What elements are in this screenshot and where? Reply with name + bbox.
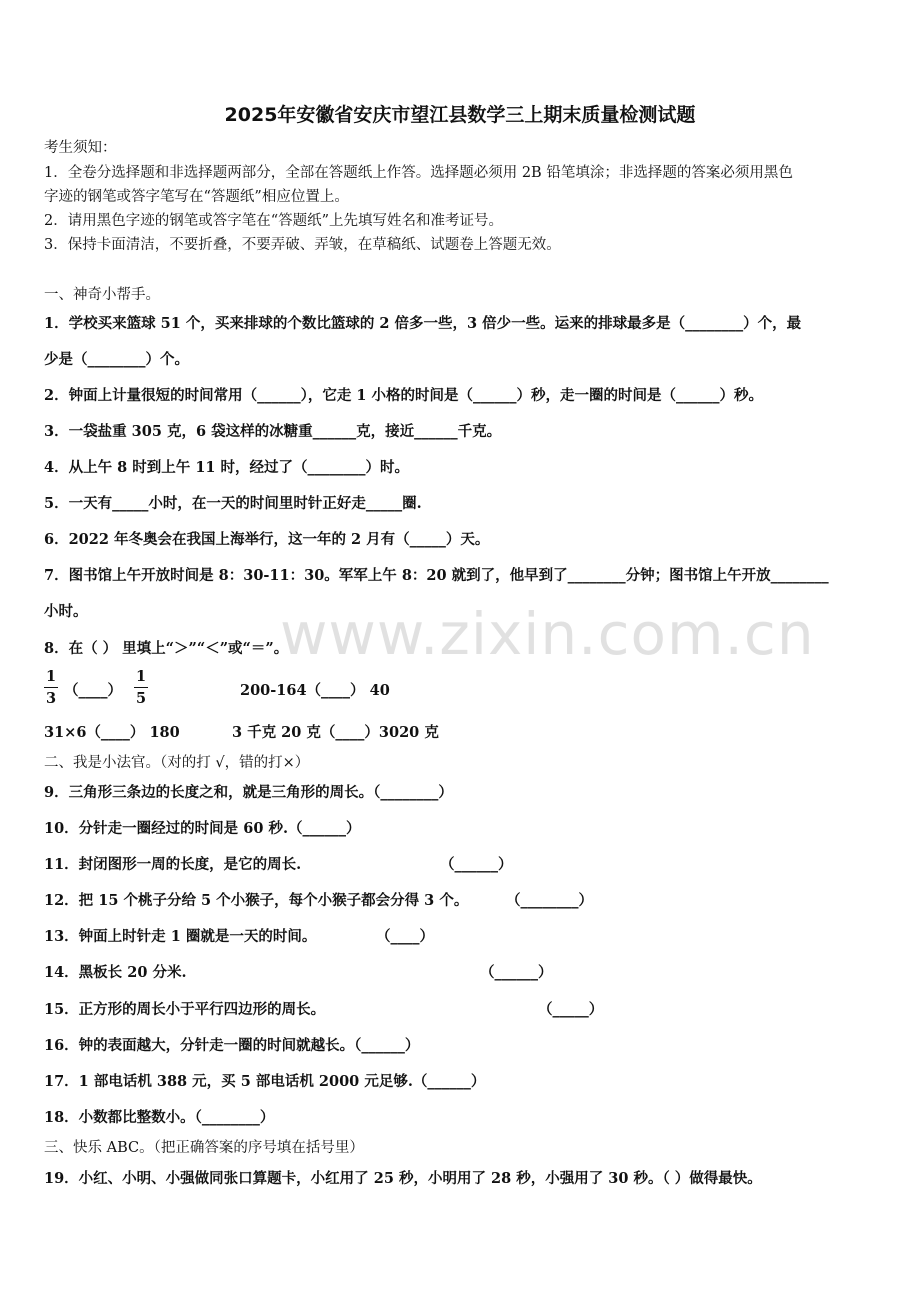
question-10: 10．分针走一圈经过的时间是 60 秒.（______）	[44, 820, 361, 837]
answer-blank: （____）	[376, 928, 434, 945]
fraction-denominator: 3	[45, 690, 57, 707]
question-11: 11．封闭图形一周的长度，是它的周长.	[44, 856, 302, 873]
compare-item: 31×6（____） 180	[44, 724, 180, 741]
notice-item: 2．请用黑色字迹的钢笔或答字笔在“答题纸”上先填写姓名和准考证号。	[44, 213, 504, 229]
compare-item: 3 千克 20 克（____）3020 克	[232, 724, 439, 741]
question-7-cont: 小时。	[44, 603, 88, 620]
page-title: 2025年安徽省安庆市望江县数学三上期末质量检测试题	[224, 104, 696, 126]
question-17: 17．1 部电话机 388 元，买 5 部电话机 2000 元足够.（______）	[44, 1073, 486, 1090]
fraction-denominator: 5	[135, 690, 147, 707]
answer-blank: （______）	[440, 856, 513, 873]
notice-item: 3．保持卡面清洁，不要折叠，不要弄破、弄皱，在草稿纸、试题卷上答题无效。	[44, 237, 561, 253]
fraction-one-fifth	[134, 668, 148, 707]
question-16: 16．钟的表面越大，分针走一圈的时间就越长。（______）	[44, 1037, 420, 1054]
question-2: 2．钟面上计量很短的时间常用（______），它走 1 小格的时间是（______）秒，走一圈的时间是（______）秒。	[44, 387, 764, 404]
fraction-bar	[134, 687, 148, 688]
section-heading: 一、神奇小帮手。	[44, 287, 160, 303]
fraction-numerator: 1	[135, 668, 147, 685]
fraction-numerator: 1	[45, 668, 57, 685]
question-8: 8．在（ ） 里填上“＞”“＜”或“＝”。	[44, 640, 289, 657]
question-14: 14．黑板长 20 分米.	[44, 964, 187, 981]
answer-blank: （________）	[506, 892, 593, 909]
question-4: 4．从上午 8 时到上午 11 时，经过了（________）时。	[44, 459, 410, 476]
compare-item: 200-164（____） 40	[240, 682, 390, 699]
section-heading: 二、我是小法官。（对的打 √，错的打×）	[44, 755, 310, 771]
notice-heading: 考生须知：	[44, 140, 117, 156]
watermark: www.zixin.com.cn	[280, 600, 815, 668]
question-1-cont: 少是（________）个。	[44, 351, 189, 368]
answer-blank: （______）	[480, 964, 553, 981]
question-13: 13．钟面上时针走 1 圈就是一天的时间。	[44, 928, 317, 945]
question-19: 19．小红、小明、小强做同张口算题卡，小红用了 25 秒，小明用了 28 秒，小强用了 30 秒。（ ）做得最快。	[44, 1170, 762, 1187]
question-6: 6．2022 年冬奥会在我国上海举行，这一年的 2 月有（_____）天。	[44, 531, 490, 548]
question-5: 5．一天有_____小时，在一天的时间里时针正好走_____圈.	[44, 495, 422, 512]
question-12: 12．把 15 个桃子分给 5 个小猴子，每个小猴子都会分得 3 个。	[44, 892, 469, 909]
fraction-bar	[44, 687, 58, 688]
notice-item: 1．全卷分选择题和非选择题两部分，全部在答题纸上作答。选择题必须用 2B 铅笔填涂；非选择题的答案必须用黑色	[44, 165, 793, 181]
question-1: 1．学校买来篮球 51 个，买来排球的个数比篮球的 2 倍多一些，3 倍少一些。运来的排球最多是（________）个，最	[44, 315, 802, 332]
fraction-one-third	[44, 668, 58, 707]
compare-blank: （____）	[64, 682, 122, 699]
answer-blank: （_____）	[538, 1001, 604, 1018]
section-heading: 三、快乐 ABC。（把正确答案的序号填在括号里）	[44, 1140, 364, 1156]
question-15: 15．正方形的周长小于平行四边形的周长。	[44, 1001, 326, 1018]
notice-item: 字迹的钢笔或答字笔写在“答题纸”相应位置上。	[44, 189, 349, 205]
question-7: 7．图书馆上午开放时间是 8：30-11：30。军军上午 8：20 就到了，他早到了________分钟；图书馆上午开放________	[44, 567, 829, 584]
question-9: 9．三角形三条边的长度之和，就是三角形的周长。（________）	[44, 784, 453, 801]
question-3: 3．一袋盐重 305 克，6 袋这样的冰糖重______克，接近______千克。	[44, 423, 502, 440]
question-18: 18．小数都比整数小。（________）	[44, 1109, 275, 1126]
